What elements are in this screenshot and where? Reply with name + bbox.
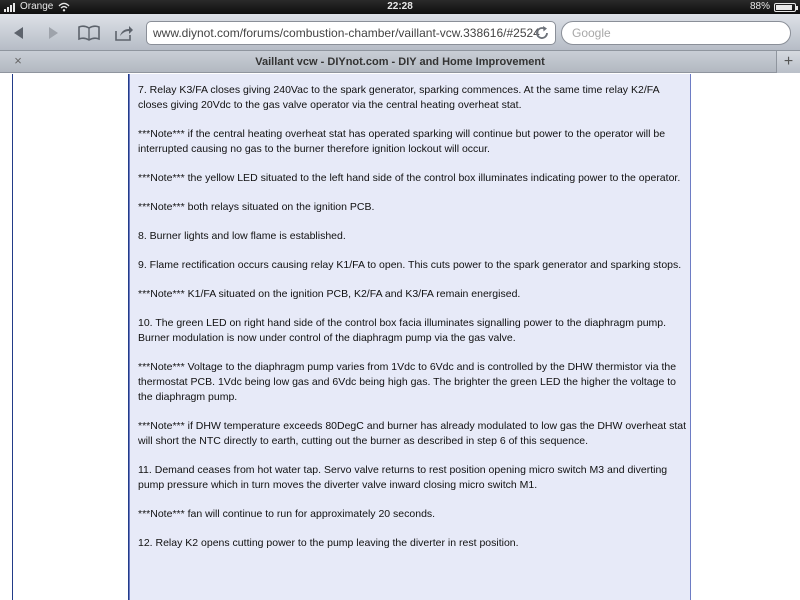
- search-field[interactable]: [561, 21, 791, 45]
- web-page: [0, 74, 800, 600]
- forward-button[interactable]: [40, 20, 66, 46]
- post-paragraph: ***Note*** Voltage to the diaphragm pump varies from 1Vdc to 6Vdc and is controlled by the DHW thermistor via the thermostat PCB. 1Vdc being low gas and 6Vdc being high gas. The brighter the green LED the higher the voltage to the diaphragm pump.: [138, 361, 677, 403]
- tab-title[interactable]: Vaillant vcw - DIYnot.com - DIY and Home Improvement: [255, 56, 545, 68]
- post-paragraph: 9. Flame rectification occurs causing relay K1/FA to open. This cuts power to the spark generator and sparking stops.: [138, 259, 682, 271]
- post-body: [138, 83, 688, 565]
- book-icon: [78, 25, 100, 41]
- left-frame: [12, 74, 129, 600]
- post-paragraph: ***Note*** K1/FA situated on the ignition PCB, K2/FA and K3/FA remain energised.: [138, 288, 521, 300]
- status-bar: [0, 0, 800, 14]
- bookmarks-button[interactable]: [76, 20, 102, 46]
- tab-bar: [0, 51, 800, 73]
- address-bar[interactable]: [146, 21, 556, 45]
- search-placeholder: Google: [572, 26, 611, 40]
- post-paragraph: ***Note*** if DHW temperature exceeds 80DegC and burner has already modulated to low gas the DHW overheat stat will short the NTC directly to earth, cutting out the burner as described in step 6 of this sequence.: [138, 420, 687, 447]
- post-paragraph: 10. The green LED on right hand side of the control box facia illuminates signalling power to the diaphragm pump. Burner modulation is now under control of the diaphragm pump via the gas valve.: [138, 317, 667, 344]
- reload-icon[interactable]: [533, 24, 551, 42]
- post-paragraph: ***Note*** the yellow LED situated to the left hand side of the control box illuminates indicating power to the operator.: [138, 172, 681, 184]
- forum-post: [129, 74, 691, 600]
- post-paragraph: ***Note*** fan will continue to run for approximately 20 seconds.: [138, 508, 436, 520]
- post-paragraph: ***Note*** both relays situated on the ignition PCB.: [138, 201, 375, 213]
- back-arrow-icon: [11, 25, 27, 41]
- share-button[interactable]: [111, 20, 137, 46]
- battery-icon: [774, 3, 796, 12]
- post-paragraph: 7. Relay K3/FA closes giving 240Vac to the spark generator, sparking commences. At the same time relay K2/FA closes giving 20Vdc to the gas valve operator via the central heating overheat stat.: [138, 84, 659, 111]
- post-paragraph: 11. Demand ceases from hot water tap. Servo valve returns to rest position opening micro switch M3 and diverting pump pressure which in turn moves the diverter valve inward closing micro switch M1.: [138, 464, 668, 491]
- post-paragraph: 8. Burner lights and low flame is established.: [138, 230, 346, 242]
- right-margin: [691, 74, 800, 600]
- url-text: www.diynot.com/forums/combustion-chamber/vaillant-vcw.338616/#2524: [153, 26, 540, 40]
- close-tab-icon[interactable]: ×: [14, 53, 22, 68]
- forward-arrow-icon: [45, 25, 61, 41]
- battery-percent: 88%: [749, 1, 770, 12]
- new-tab-button[interactable]: +: [776, 51, 800, 73]
- status-time: 22:28: [387, 1, 413, 12]
- share-icon: [114, 25, 134, 41]
- carrier-name: Orange: [20, 1, 54, 12]
- post-paragraph: 12. Relay K2 opens cutting power to the pump leaving the diverter in rest position.: [138, 537, 519, 549]
- browser-toolbar: [0, 14, 800, 51]
- post-paragraph: ***Note*** if the central heating overheat stat has operated sparking will continue but power to the operator will be interrupted causing no gas to the burner therefore ignition lockout will occur.: [138, 128, 666, 155]
- back-button[interactable]: [6, 20, 32, 46]
